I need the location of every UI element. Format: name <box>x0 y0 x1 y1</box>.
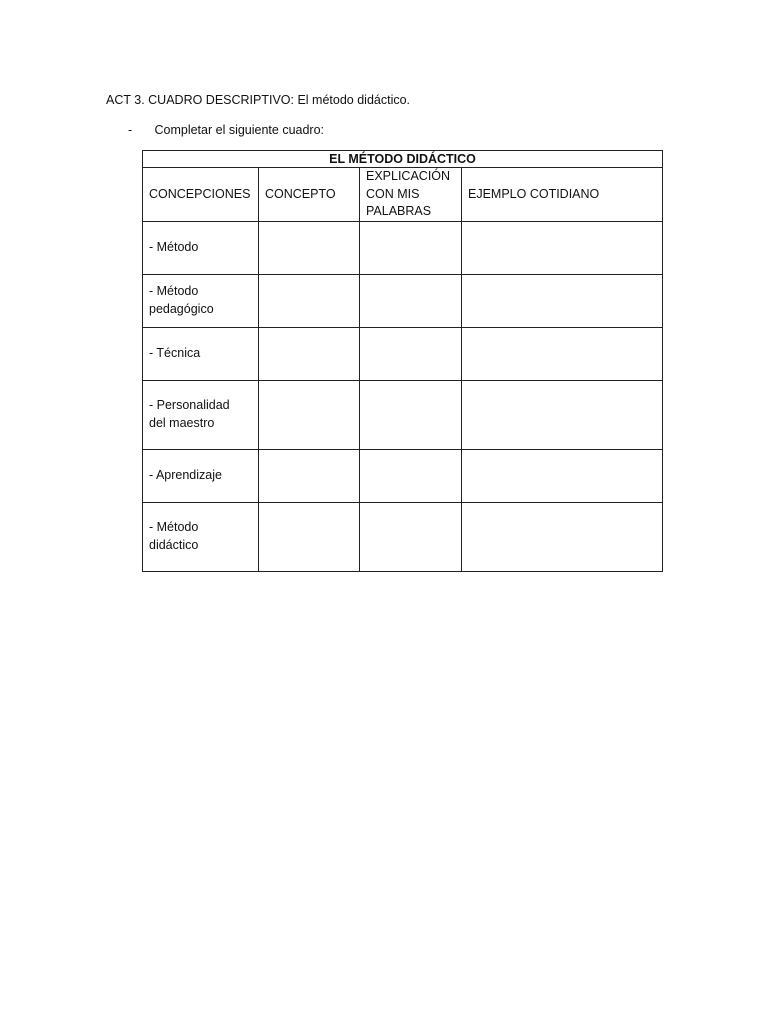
explicacion-cell[interactable] <box>360 327 462 380</box>
row-label-line1: - Método <box>149 239 199 254</box>
row-label-line1: - Método <box>149 520 199 534</box>
row-label-cell <box>143 274 259 327</box>
bullet-dash: - <box>128 123 133 137</box>
explicacion-cell[interactable] <box>360 449 462 502</box>
row-label-line2: pedagógico <box>149 301 214 316</box>
instruction-line <box>128 121 324 139</box>
column-header-explicacion-line2: CON MIS <box>366 186 420 201</box>
table-header-row <box>143 168 663 222</box>
row-label-line1: - Personalidad <box>149 398 230 412</box>
explicacion-cell[interactable] <box>360 380 462 449</box>
table-title: EL MÉTODO DIDÁCTICO <box>143 151 663 168</box>
column-header-explicacion <box>360 168 462 222</box>
row-label-cell <box>143 380 259 449</box>
column-header-explicacion-line3: PALABRAS <box>366 204 432 218</box>
column-header-ejemplo: EJEMPLO COTIDIANO <box>462 168 663 222</box>
row-label-cell <box>143 221 259 274</box>
row-label-cell <box>143 502 259 571</box>
table-title-row <box>143 151 663 168</box>
concepto-cell[interactable] <box>259 327 360 380</box>
table-row <box>143 327 663 380</box>
table-row <box>143 449 663 502</box>
explicacion-cell[interactable] <box>360 502 462 571</box>
row-label-line1: - Aprendizaje <box>149 467 222 482</box>
concepto-cell[interactable] <box>259 449 360 502</box>
ejemplo-cell[interactable] <box>462 274 663 327</box>
table-row <box>143 380 663 449</box>
row-label-cell <box>143 449 259 502</box>
concepto-cell[interactable] <box>259 380 360 449</box>
ejemplo-cell[interactable] <box>462 449 663 502</box>
table-row <box>143 274 663 327</box>
row-label-line1: - Método <box>149 284 199 298</box>
column-header-concepto: CONCEPTO <box>259 168 360 222</box>
ejemplo-cell[interactable] <box>462 380 663 449</box>
concepto-cell[interactable] <box>259 502 360 571</box>
column-header-explicacion-line1: EXPLICACIÓN <box>366 169 451 183</box>
table-row <box>143 221 663 274</box>
concepto-cell[interactable] <box>259 274 360 327</box>
table-row <box>143 502 663 571</box>
ejemplo-cell[interactable] <box>462 327 663 380</box>
row-label-line2: didáctico <box>149 537 199 552</box>
ejemplo-cell[interactable] <box>462 221 663 274</box>
ejemplo-cell[interactable] <box>462 502 663 571</box>
descriptive-table <box>142 150 663 572</box>
row-label-line1: - Técnica <box>149 345 201 360</box>
row-label-cell <box>143 327 259 380</box>
page-heading: ACT 3. CUADRO DESCRIPTIVO: El método didáctico. <box>106 93 411 107</box>
row-label-line2: del maestro <box>149 415 215 430</box>
instruction-text: Completar el siguiente cuadro: <box>154 123 325 137</box>
explicacion-cell[interactable] <box>360 221 462 274</box>
concepto-cell[interactable] <box>259 221 360 274</box>
column-header-concepciones: CONCEPCIONES <box>143 168 259 222</box>
explicacion-cell[interactable] <box>360 274 462 327</box>
